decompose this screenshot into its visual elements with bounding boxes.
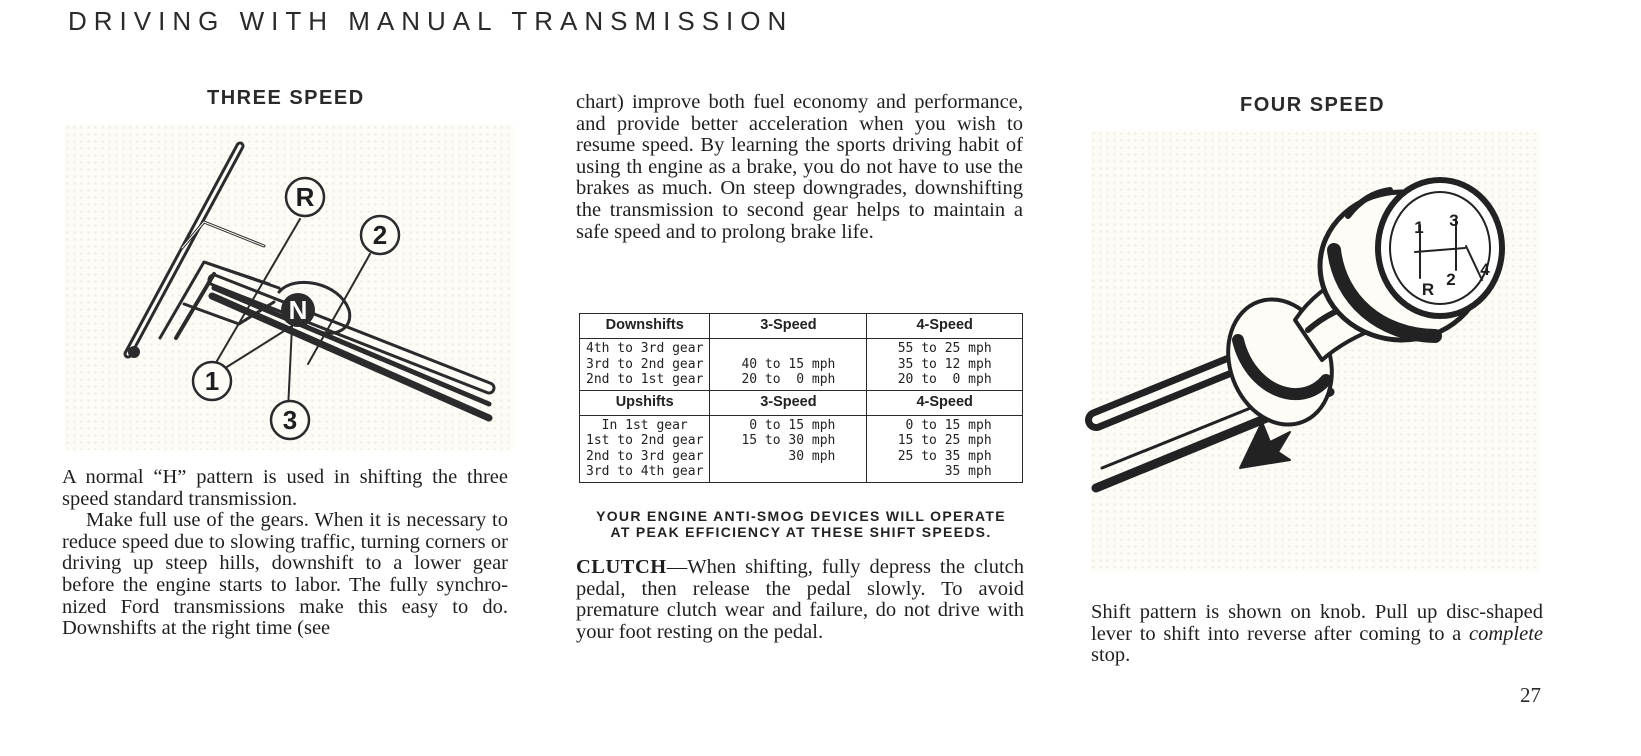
speed-range [716, 464, 860, 480]
knob-label-first: 1 [1414, 218, 1424, 237]
speed-range [716, 341, 860, 357]
four-speed-shift-knob-illustration [1090, 130, 1540, 572]
clutch-paragraph: —When shifting, fully depress the clutch pedal, then release the pedal slowly. To avoid premature clutch wear and failure, do not drive with your foot resting on the pedal. [576, 556, 1024, 643]
three-speed-shift-pattern-illustration [64, 124, 514, 450]
table-cell [710, 415, 867, 482]
knob-label-second: 2 [1446, 270, 1456, 289]
gear-range: In 1st gear [601, 417, 688, 433]
downshift-text [576, 92, 1023, 243]
gear-label-third: 3 [282, 405, 298, 435]
speed-range: 15 to 30 mph [741, 433, 836, 448]
table-cell [580, 339, 710, 391]
table-cell [867, 415, 1023, 482]
gear-range: 3rd to 2nd gear [586, 356, 704, 372]
table-header: Downshifts [580, 314, 710, 339]
knob-label-fourth: 4 [1480, 260, 1490, 279]
gear-range: 2nd to 3rd gear [586, 448, 704, 464]
knob-label-reverse: R [1421, 280, 1435, 299]
three-speed-paragraph-2: Make full use of the gears. When it is necessary to reduce speed due to slowing traffic, turning corners or driving up steep hills, downshift to a lower gear before the engine starts to labor. The fully synchronized Ford transmissions make this easy to do. Downshifts at the right time (see [62, 509, 508, 640]
table-header: Upshifts [580, 390, 710, 415]
clutch-run-in: CLUTCH [576, 556, 667, 578]
table-header: 4-Speed [867, 390, 1023, 415]
upshifts-data-row [580, 415, 1023, 482]
speed-range: 20 to 0 mph [897, 372, 992, 387]
speed-range: 55 to 25 mph [897, 341, 992, 356]
caption-emphasis: complete [1469, 622, 1543, 645]
four-speed-heading: FOUR SPEED [1240, 94, 1386, 116]
three-speed-figure [64, 124, 514, 450]
clutch-text [576, 557, 1024, 643]
upshifts-header-row [580, 390, 1023, 415]
table-cell [867, 339, 1023, 391]
four-speed-figure [1090, 130, 1540, 572]
gear-label-neutral: N [288, 295, 308, 325]
downshifts-header-row [580, 314, 1023, 339]
three-speed-paragraph-1: A normal “H” pattern is used in shifting the three speed standard transmission. [62, 466, 508, 510]
gear-range: 2nd to 1st gear [586, 372, 704, 387]
page-number: 27 [1520, 683, 1541, 707]
table-header: 4-Speed [867, 314, 1023, 339]
four-speed-caption [1091, 602, 1543, 667]
gear-range: 1st to 2nd gear [586, 433, 704, 448]
speed-range: 25 to 35 mph [897, 448, 992, 464]
downshifts-data-row [580, 339, 1023, 391]
caption-text: Shift pattern is shown on knob. Pull up disc-shaped lever to shift into reverse after coming to a [1091, 601, 1543, 645]
three-speed-text [62, 467, 508, 640]
speed-range: 15 to 25 mph [897, 433, 992, 448]
anti-smog-line: AT PEAK EFFICIENCY AT THESE SHIFT SPEEDS. [610, 524, 992, 540]
gear-label-first: 1 [204, 366, 220, 396]
table-header: 3-Speed [710, 314, 867, 339]
page-title: DRIVING WITH MANUAL TRANSMISSION [68, 6, 794, 36]
speed-range: 35 to 12 mph [897, 356, 992, 372]
table-cell [710, 339, 867, 391]
speed-range: 0 to 15 mph [897, 417, 992, 433]
knob-label-third: 3 [1449, 211, 1459, 230]
anti-smog-line: YOUR ENGINE ANTI-SMOG DEVICES WILL OPERATE [596, 508, 1006, 524]
gear-label-second: 2 [372, 220, 388, 250]
speed-range: 30 mph [741, 448, 836, 464]
anti-smog-note [579, 508, 1023, 540]
gear-range: 4th to 3rd gear [586, 341, 704, 356]
speed-range: 35 mph [897, 464, 992, 479]
downshift-paragraph: chart) improve both fuel economy and performance, and provide better acceleration when you wish to resume speed. By learning the sports driving habit of using th engine as a brake, you do not have to use the brakes as much. On steep downgrades, downshifting the transmission to second gear helps to maintain a safe speed and to prolong brake life. [576, 91, 1023, 243]
caption-text-end: stop. [1091, 644, 1131, 667]
table-cell [580, 415, 710, 482]
speed-range: 0 to 15 mph [741, 417, 836, 433]
three-speed-heading: THREE SPEED [207, 87, 365, 109]
speed-range: 40 to 15 mph [741, 356, 836, 372]
shift-speed-table [579, 313, 1023, 483]
table-header: 3-Speed [710, 390, 867, 415]
speed-range: 20 to 0 mph [741, 372, 836, 387]
gear-label-reverse: R [295, 182, 315, 212]
gear-range: 3rd to 4th gear [586, 464, 704, 479]
